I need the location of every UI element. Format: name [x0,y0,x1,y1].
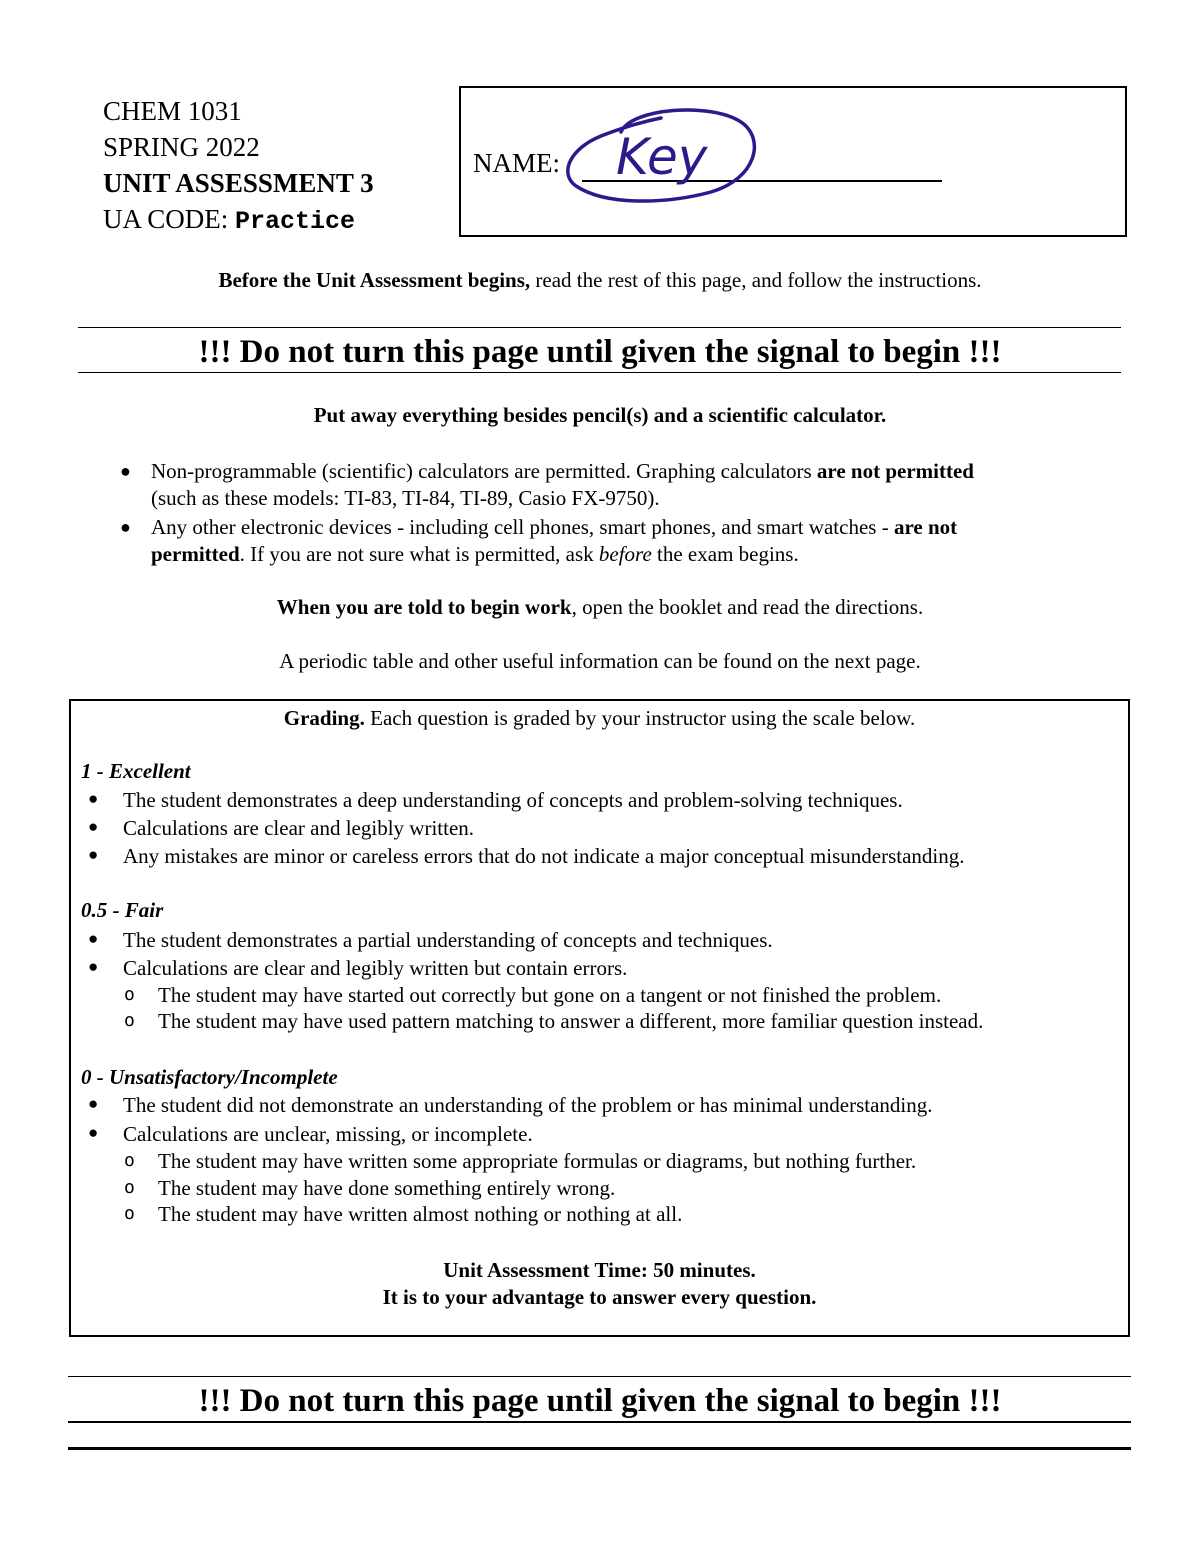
bullet-icon: ● [88,845,99,864]
circle-bullet-icon: o [124,1010,135,1031]
fair-item: The student demonstrates a partial understanding of concepts and techniques. [123,928,773,952]
bullet-icon: ● [88,957,99,976]
circle-bullet-icon: o [124,1203,135,1224]
grading-box [69,699,1130,1337]
excellent-heading: 1 - Excellent [81,759,191,783]
rule-2-text-b: . If you are not sure what is permitted, ask [239,542,599,566]
rule-2-text: Any other electronic devices - including cell phones, smart phones, and smart watches - [151,515,894,539]
course-code: CHEM 1031 [103,96,242,126]
warning-bottom: !!! Do not turn this page until given the signal to begin !!! [198,1383,1002,1419]
rule-1-bold: are not permitted [816,459,974,483]
warning-top: !!! Do not turn this page until given the signal to begin !!! [198,334,1002,370]
rule-2-bold-1: are not [893,515,958,539]
unsat-subitem: The student may have written some appropriate formulas or diagrams, but nothing further. [158,1149,917,1173]
grading-title-rest: Each question is graded by your instructor using the scale below. [364,706,916,730]
begin-text [0,595,1200,620]
begin-rest: , open the booklet and read the directions. [571,595,924,619]
divider-top-2 [78,372,1121,373]
time-text: Unit Assessment Time: 50 minutes. [443,1258,756,1282]
periodic-text: A periodic table and other useful information can be found on the next page. [279,649,921,673]
bullet-icon: ● [88,789,99,808]
ua-code-label: UA CODE: [103,204,236,234]
unsat-subitem: The student may have done something entirely wrong. [158,1176,616,1200]
advantage-text: It is to your advantage to answer every question. [382,1285,817,1309]
intro-text [0,268,1200,293]
bullet-icon: ● [120,517,131,537]
fair-subitem: The student may have used pattern matching to answer a different, more familiar question instead. [158,1009,984,1033]
circle-bullet-icon: o [124,1150,135,1171]
bullet-icon: ● [88,1094,99,1113]
unsat-item: The student did not demonstrate an understanding of the problem or has minimal understanding. [123,1093,933,1117]
bullet-icon: ● [88,1123,99,1142]
rule-devices [120,514,1111,568]
bullet-icon: ● [88,929,99,948]
excellent-item: Calculations are clear and legibly written. [123,816,475,840]
begin-bold: When you are told to begin work [276,595,572,619]
rule-2-text-c: the exam begins. [651,542,799,566]
divider-top-1 [78,327,1121,328]
put-away-text: Put away everything besides pencil(s) and a scientific calculator. [313,403,887,427]
intro-rest: read the rest of this page, and follow the instructions. [530,268,982,292]
name-label: NAME: [473,148,560,178]
rule-1-line2: (such as these models: TI-83, TI-84, TI-89, Casio FX-9750). [151,486,660,510]
excellent-item: The student demonstrates a deep understanding of concepts and problem-solving techniques. [123,788,903,812]
rule-2-bold-2: permitted [151,542,240,566]
grading-title-bold: Grading. [283,706,365,730]
fair-item: Calculations are clear and legibly written but contain errors. [123,956,628,980]
unsat-subitem: The student may have written almost nothing or nothing at all. [158,1202,683,1226]
unsat-heading: 0 - Unsatisfactory/Incomplete [81,1065,338,1089]
divider-bottom-1 [68,1376,1131,1377]
circle-bullet-icon: o [124,1177,135,1198]
bullet-icon: ● [88,817,99,836]
rule-2-italic: before [598,542,652,566]
fair-subitem: The student may have started out correctly but gone on a tangent or not finished the problem. [158,983,942,1007]
ua-code [103,201,355,240]
ua-code-value: Practice [235,207,356,236]
key-signature-text: Key [616,128,708,186]
bullet-icon: ● [120,461,131,481]
divider-bottom-3 [68,1447,1131,1450]
intro-bold: Before the Unit Assessment begins, [218,268,531,292]
grading-title [71,705,1128,731]
divider-bottom-2 [68,1421,1131,1423]
rule-1-text: Non-programmable (scientific) calculators are permitted. Graphing calculators [151,459,817,483]
assessment-title: UNIT ASSESSMENT 3 [103,168,374,198]
fair-heading: 0.5 - Fair [81,898,164,922]
circle-bullet-icon: o [124,984,135,1005]
name-box [459,86,1127,237]
term: SPRING 2022 [103,132,260,162]
rule-calculators [120,458,1111,512]
excellent-item: Any mistakes are minor or careless errors that do not indicate a major conceptual misunderstanding. [123,844,965,868]
handwritten-key-signature [561,94,771,214]
unsat-item: Calculations are unclear, missing, or incomplete. [123,1122,533,1146]
